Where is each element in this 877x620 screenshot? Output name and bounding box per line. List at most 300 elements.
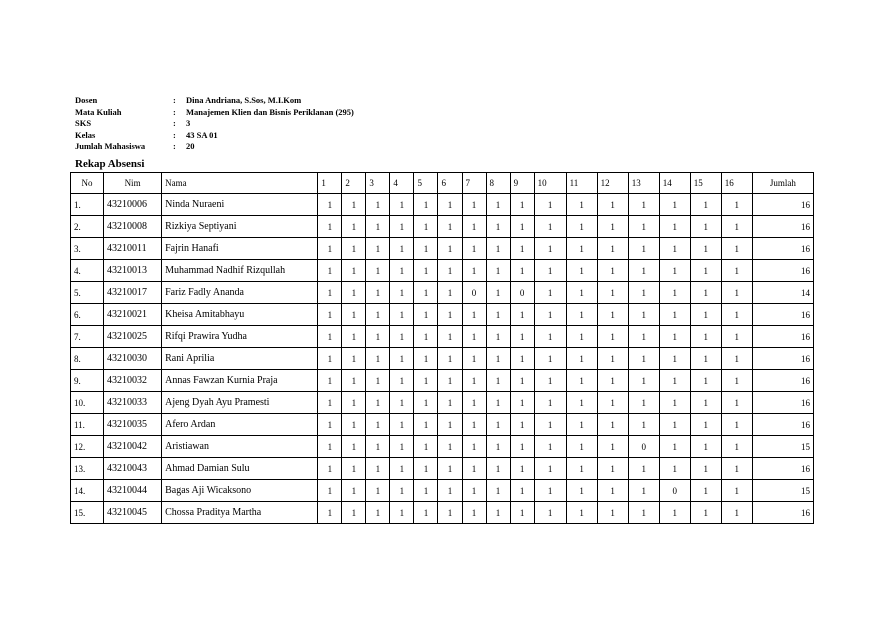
cell-meeting-7: 1 xyxy=(462,216,486,238)
cell-meeting-16: 1 xyxy=(721,436,752,458)
cell-meeting-14: 1 xyxy=(659,392,690,414)
table-row xyxy=(71,436,814,458)
header-meeting-2: 2 xyxy=(342,173,366,194)
cell-meeting-5: 1 xyxy=(414,414,438,436)
cell-meeting-11: 1 xyxy=(566,348,597,370)
cell-meeting-16: 1 xyxy=(721,370,752,392)
cell-meeting-16: 1 xyxy=(721,238,752,260)
cell-meeting-15: 1 xyxy=(690,194,721,216)
cell-jumlah: 15 xyxy=(752,436,813,458)
header-meeting-3: 3 xyxy=(366,173,390,194)
table-row xyxy=(71,238,814,260)
cell-meeting-14: 1 xyxy=(659,238,690,260)
cell-meeting-13: 1 xyxy=(628,392,659,414)
cell-meeting-14: 1 xyxy=(659,304,690,326)
header-meeting-13: 13 xyxy=(628,173,659,194)
cell-meeting-1: 1 xyxy=(318,370,342,392)
cell-meeting-7: 1 xyxy=(462,502,486,524)
cell-meeting-4: 1 xyxy=(390,326,414,348)
cell-meeting-14: 1 xyxy=(659,458,690,480)
cell-meeting-13: 1 xyxy=(628,370,659,392)
info-label: Mata Kuliah xyxy=(75,106,122,117)
cell-meeting-4: 1 xyxy=(390,436,414,458)
cell-nim: 43210021 xyxy=(104,304,162,326)
info-value: 43 SA 01 xyxy=(186,129,218,140)
cell-meeting-16: 1 xyxy=(721,458,752,480)
cell-meeting-8: 1 xyxy=(486,304,510,326)
cell-no: 3. xyxy=(71,238,104,260)
cell-meeting-5: 1 xyxy=(414,238,438,260)
cell-meeting-5: 1 xyxy=(414,260,438,282)
cell-meeting-13: 1 xyxy=(628,282,659,304)
cell-meeting-10: 1 xyxy=(534,260,566,282)
table-row xyxy=(71,326,814,348)
cell-meeting-11: 1 xyxy=(566,480,597,502)
table-header-row xyxy=(71,173,814,194)
cell-no: 2. xyxy=(71,216,104,238)
cell-no: 8. xyxy=(71,348,104,370)
cell-nama: Bagas Aji Wicaksono xyxy=(162,480,318,502)
cell-meeting-11: 1 xyxy=(566,304,597,326)
cell-meeting-6: 1 xyxy=(438,414,462,436)
cell-meeting-6: 1 xyxy=(438,326,462,348)
cell-no: 7. xyxy=(71,326,104,348)
cell-meeting-15: 1 xyxy=(690,348,721,370)
header-meeting-8: 8 xyxy=(486,173,510,194)
cell-meeting-11: 1 xyxy=(566,260,597,282)
cell-meeting-1: 1 xyxy=(318,348,342,370)
cell-meeting-8: 1 xyxy=(486,480,510,502)
cell-meeting-14: 1 xyxy=(659,436,690,458)
cell-nim: 43210008 xyxy=(104,216,162,238)
cell-meeting-14: 1 xyxy=(659,216,690,238)
cell-meeting-13: 1 xyxy=(628,326,659,348)
cell-meeting-13: 1 xyxy=(628,194,659,216)
cell-meeting-11: 1 xyxy=(566,414,597,436)
cell-meeting-14: 1 xyxy=(659,326,690,348)
cell-meeting-7: 1 xyxy=(462,414,486,436)
cell-meeting-15: 1 xyxy=(690,216,721,238)
cell-meeting-10: 1 xyxy=(534,282,566,304)
cell-no: 4. xyxy=(71,260,104,282)
cell-meeting-14: 1 xyxy=(659,414,690,436)
cell-meeting-1: 1 xyxy=(318,304,342,326)
cell-nim: 43210013 xyxy=(104,260,162,282)
course-info xyxy=(75,95,354,153)
cell-meeting-13: 1 xyxy=(628,348,659,370)
cell-jumlah: 15 xyxy=(752,480,813,502)
table-row xyxy=(71,414,814,436)
cell-jumlah: 16 xyxy=(752,194,813,216)
cell-meeting-16: 1 xyxy=(721,194,752,216)
cell-meeting-13: 0 xyxy=(628,436,659,458)
cell-meeting-1: 1 xyxy=(318,436,342,458)
cell-meeting-12: 1 xyxy=(597,238,628,260)
header-meeting-6: 6 xyxy=(438,173,462,194)
info-row-kelas xyxy=(75,130,354,142)
header-nim: Nim xyxy=(104,173,162,194)
cell-meeting-13: 1 xyxy=(628,260,659,282)
cell-meeting-3: 1 xyxy=(366,194,390,216)
cell-meeting-15: 1 xyxy=(690,392,721,414)
cell-meeting-14: 1 xyxy=(659,502,690,524)
cell-meeting-8: 1 xyxy=(486,348,510,370)
info-separator: : xyxy=(173,118,176,128)
cell-meeting-2: 1 xyxy=(342,326,366,348)
cell-meeting-15: 1 xyxy=(690,260,721,282)
cell-meeting-3: 1 xyxy=(366,282,390,304)
cell-meeting-2: 1 xyxy=(342,480,366,502)
cell-meeting-15: 1 xyxy=(690,238,721,260)
cell-meeting-2: 1 xyxy=(342,458,366,480)
cell-nim: 43210025 xyxy=(104,326,162,348)
cell-meeting-14: 1 xyxy=(659,260,690,282)
header-meeting-16: 16 xyxy=(721,173,752,194)
info-row-jumlah-mahasiswa xyxy=(75,141,354,153)
cell-meeting-8: 1 xyxy=(486,326,510,348)
table-row xyxy=(71,216,814,238)
cell-meeting-6: 1 xyxy=(438,282,462,304)
cell-meeting-6: 1 xyxy=(438,392,462,414)
header-meeting-5: 5 xyxy=(414,173,438,194)
cell-meeting-9: 1 xyxy=(510,458,534,480)
cell-meeting-8: 1 xyxy=(486,260,510,282)
info-label: Dosen xyxy=(75,95,98,105)
cell-meeting-3: 1 xyxy=(366,326,390,348)
cell-meeting-15: 1 xyxy=(690,304,721,326)
cell-meeting-4: 1 xyxy=(390,260,414,282)
cell-meeting-5: 1 xyxy=(414,502,438,524)
cell-meeting-15: 1 xyxy=(690,414,721,436)
cell-meeting-3: 1 xyxy=(366,260,390,282)
header-meeting-12: 12 xyxy=(597,173,628,194)
cell-nim: 43210006 xyxy=(104,194,162,216)
cell-meeting-8: 1 xyxy=(486,458,510,480)
cell-meeting-1: 1 xyxy=(318,392,342,414)
cell-meeting-8: 1 xyxy=(486,216,510,238)
table-row xyxy=(71,392,814,414)
cell-meeting-1: 1 xyxy=(318,216,342,238)
cell-meeting-12: 1 xyxy=(597,304,628,326)
cell-meeting-1: 1 xyxy=(318,238,342,260)
table-row xyxy=(71,348,814,370)
cell-meeting-10: 1 xyxy=(534,458,566,480)
cell-meeting-1: 1 xyxy=(318,194,342,216)
cell-meeting-7: 1 xyxy=(462,238,486,260)
cell-meeting-9: 1 xyxy=(510,436,534,458)
header-meeting-15: 15 xyxy=(690,173,721,194)
cell-meeting-3: 1 xyxy=(366,348,390,370)
cell-nama: Rifqi Prawira Yudha xyxy=(162,326,318,348)
cell-meeting-6: 1 xyxy=(438,194,462,216)
cell-meeting-7: 1 xyxy=(462,458,486,480)
cell-meeting-9: 1 xyxy=(510,392,534,414)
cell-nama: Annas Fawzan Kurnia Praja xyxy=(162,370,318,392)
cell-meeting-11: 1 xyxy=(566,502,597,524)
cell-meeting-12: 1 xyxy=(597,414,628,436)
info-label: SKS xyxy=(75,118,92,128)
cell-meeting-15: 1 xyxy=(690,480,721,502)
cell-meeting-10: 1 xyxy=(534,194,566,216)
info-row-sks xyxy=(75,118,354,130)
header-no: No xyxy=(71,173,104,194)
cell-meeting-3: 1 xyxy=(366,436,390,458)
cell-meeting-5: 1 xyxy=(414,480,438,502)
cell-nama: Rizkiya Septiyani xyxy=(162,216,318,238)
cell-meeting-11: 1 xyxy=(566,194,597,216)
cell-meeting-6: 1 xyxy=(438,502,462,524)
cell-meeting-12: 1 xyxy=(597,282,628,304)
info-separator: : xyxy=(173,141,176,151)
table-row xyxy=(71,370,814,392)
cell-meeting-3: 1 xyxy=(366,238,390,260)
cell-meeting-4: 1 xyxy=(390,502,414,524)
cell-meeting-16: 1 xyxy=(721,414,752,436)
cell-meeting-14: 1 xyxy=(659,282,690,304)
cell-meeting-16: 1 xyxy=(721,216,752,238)
cell-meeting-5: 1 xyxy=(414,326,438,348)
cell-meeting-14: 1 xyxy=(659,370,690,392)
cell-no: 9. xyxy=(71,370,104,392)
cell-meeting-15: 1 xyxy=(690,458,721,480)
table-row xyxy=(71,480,814,502)
cell-meeting-16: 1 xyxy=(721,348,752,370)
cell-meeting-3: 1 xyxy=(366,480,390,502)
cell-meeting-6: 1 xyxy=(438,238,462,260)
cell-meeting-9: 1 xyxy=(510,260,534,282)
cell-meeting-12: 1 xyxy=(597,370,628,392)
table-row xyxy=(71,502,814,524)
cell-meeting-4: 1 xyxy=(390,392,414,414)
cell-no: 13. xyxy=(71,458,104,480)
cell-meeting-10: 1 xyxy=(534,436,566,458)
info-value: Manajemen Klien dan Bisnis Periklanan (295) xyxy=(186,106,354,117)
cell-meeting-2: 1 xyxy=(342,414,366,436)
cell-meeting-9: 1 xyxy=(510,326,534,348)
cell-meeting-4: 1 xyxy=(390,414,414,436)
cell-meeting-2: 1 xyxy=(342,282,366,304)
cell-meeting-9: 1 xyxy=(510,348,534,370)
attendance-table xyxy=(70,172,814,524)
cell-jumlah: 16 xyxy=(752,304,813,326)
cell-meeting-5: 1 xyxy=(414,304,438,326)
info-separator: : xyxy=(173,95,176,105)
table-row xyxy=(71,194,814,216)
cell-no: 11. xyxy=(71,414,104,436)
cell-meeting-6: 1 xyxy=(438,260,462,282)
cell-no: 10. xyxy=(71,392,104,414)
cell-meeting-4: 1 xyxy=(390,370,414,392)
cell-meeting-11: 1 xyxy=(566,436,597,458)
cell-meeting-11: 1 xyxy=(566,392,597,414)
table-row xyxy=(71,304,814,326)
cell-meeting-6: 1 xyxy=(438,436,462,458)
cell-meeting-11: 1 xyxy=(566,326,597,348)
cell-meeting-12: 1 xyxy=(597,260,628,282)
cell-meeting-4: 1 xyxy=(390,458,414,480)
cell-meeting-3: 1 xyxy=(366,414,390,436)
cell-meeting-3: 1 xyxy=(366,502,390,524)
cell-meeting-7: 1 xyxy=(462,370,486,392)
cell-meeting-14: 0 xyxy=(659,480,690,502)
cell-nama: Fariz Fadly Ananda xyxy=(162,282,318,304)
cell-meeting-7: 1 xyxy=(462,480,486,502)
header-meeting-10: 10 xyxy=(534,173,566,194)
cell-meeting-13: 1 xyxy=(628,216,659,238)
cell-no: 1. xyxy=(71,194,104,216)
cell-meeting-11: 1 xyxy=(566,370,597,392)
cell-meeting-7: 1 xyxy=(462,326,486,348)
cell-nama: Chossa Praditya Martha xyxy=(162,502,318,524)
table-row xyxy=(71,260,814,282)
cell-nim: 43210043 xyxy=(104,458,162,480)
cell-no: 5. xyxy=(71,282,104,304)
header-meeting-11: 11 xyxy=(566,173,597,194)
cell-meeting-5: 1 xyxy=(414,194,438,216)
cell-meeting-9: 0 xyxy=(510,282,534,304)
cell-meeting-3: 1 xyxy=(366,370,390,392)
cell-meeting-3: 1 xyxy=(366,458,390,480)
cell-meeting-12: 1 xyxy=(597,326,628,348)
cell-meeting-14: 1 xyxy=(659,348,690,370)
cell-meeting-13: 1 xyxy=(628,414,659,436)
cell-nama: Kheisa Amitabhayu xyxy=(162,304,318,326)
cell-meeting-9: 1 xyxy=(510,370,534,392)
cell-meeting-9: 1 xyxy=(510,216,534,238)
cell-meeting-1: 1 xyxy=(318,326,342,348)
cell-meeting-1: 1 xyxy=(318,480,342,502)
cell-meeting-4: 1 xyxy=(390,194,414,216)
cell-meeting-12: 1 xyxy=(597,216,628,238)
info-value: 3 xyxy=(186,118,191,128)
cell-jumlah: 16 xyxy=(752,348,813,370)
cell-meeting-13: 1 xyxy=(628,480,659,502)
cell-meeting-1: 1 xyxy=(318,502,342,524)
cell-meeting-9: 1 xyxy=(510,502,534,524)
cell-meeting-15: 1 xyxy=(690,436,721,458)
cell-no: 15. xyxy=(71,502,104,524)
cell-meeting-4: 1 xyxy=(390,348,414,370)
cell-jumlah: 16 xyxy=(752,392,813,414)
info-value: Dina Andriana, S.Sos, M.I.Kom xyxy=(186,95,302,105)
table-body xyxy=(71,194,814,524)
cell-meeting-6: 1 xyxy=(438,216,462,238)
cell-meeting-2: 1 xyxy=(342,304,366,326)
table-row xyxy=(71,458,814,480)
cell-meeting-6: 1 xyxy=(438,458,462,480)
cell-jumlah: 16 xyxy=(752,370,813,392)
cell-meeting-9: 1 xyxy=(510,194,534,216)
info-value: 20 xyxy=(186,141,195,151)
cell-jumlah: 16 xyxy=(752,216,813,238)
cell-meeting-7: 1 xyxy=(462,194,486,216)
cell-meeting-8: 1 xyxy=(486,282,510,304)
cell-nim: 43210035 xyxy=(104,414,162,436)
cell-meeting-8: 1 xyxy=(486,238,510,260)
cell-meeting-8: 1 xyxy=(486,436,510,458)
cell-jumlah: 16 xyxy=(752,260,813,282)
cell-meeting-7: 1 xyxy=(462,392,486,414)
cell-nim: 43210033 xyxy=(104,392,162,414)
cell-meeting-9: 1 xyxy=(510,304,534,326)
cell-nim: 43210045 xyxy=(104,502,162,524)
cell-meeting-6: 1 xyxy=(438,348,462,370)
table-row xyxy=(71,282,814,304)
cell-meeting-16: 1 xyxy=(721,282,752,304)
cell-meeting-12: 1 xyxy=(597,458,628,480)
cell-meeting-11: 1 xyxy=(566,282,597,304)
cell-meeting-4: 1 xyxy=(390,216,414,238)
cell-meeting-10: 1 xyxy=(534,348,566,370)
cell-meeting-15: 1 xyxy=(690,502,721,524)
cell-nama: Ninda Nuraeni xyxy=(162,194,318,216)
cell-meeting-9: 1 xyxy=(510,414,534,436)
cell-nama: Ahmad Damian Sulu xyxy=(162,458,318,480)
cell-nama: Afero Ardan xyxy=(162,414,318,436)
header-meeting-1: 1 xyxy=(318,173,342,194)
info-separator: : xyxy=(173,129,176,140)
cell-meeting-16: 1 xyxy=(721,304,752,326)
cell-meeting-5: 1 xyxy=(414,282,438,304)
cell-nama: Fajrin Hanafi xyxy=(162,238,318,260)
cell-meeting-15: 1 xyxy=(690,370,721,392)
cell-meeting-16: 1 xyxy=(721,480,752,502)
cell-meeting-13: 1 xyxy=(628,304,659,326)
cell-jumlah: 16 xyxy=(752,238,813,260)
cell-meeting-16: 1 xyxy=(721,260,752,282)
cell-meeting-8: 1 xyxy=(486,194,510,216)
header-meeting-4: 4 xyxy=(390,173,414,194)
header-nama: Nama xyxy=(162,173,318,194)
cell-nama: Aristiawan xyxy=(162,436,318,458)
cell-meeting-2: 1 xyxy=(342,260,366,282)
cell-meeting-6: 1 xyxy=(438,480,462,502)
cell-meeting-1: 1 xyxy=(318,260,342,282)
cell-nama: Ajeng Dyah Ayu Pramesti xyxy=(162,392,318,414)
cell-meeting-12: 1 xyxy=(597,348,628,370)
cell-meeting-8: 1 xyxy=(486,392,510,414)
cell-jumlah: 16 xyxy=(752,326,813,348)
cell-meeting-16: 1 xyxy=(721,326,752,348)
cell-nim: 43210030 xyxy=(104,348,162,370)
section-title: Rekap Absensi xyxy=(75,158,145,170)
cell-meeting-16: 1 xyxy=(721,392,752,414)
cell-meeting-8: 1 xyxy=(486,502,510,524)
header-meeting-7: 7 xyxy=(462,173,486,194)
cell-nim: 43210044 xyxy=(104,480,162,502)
cell-meeting-5: 1 xyxy=(414,436,438,458)
cell-meeting-2: 1 xyxy=(342,216,366,238)
cell-meeting-13: 1 xyxy=(628,458,659,480)
cell-jumlah: 16 xyxy=(752,414,813,436)
cell-meeting-14: 1 xyxy=(659,194,690,216)
cell-meeting-10: 1 xyxy=(534,216,566,238)
cell-jumlah: 14 xyxy=(752,282,813,304)
cell-meeting-7: 0 xyxy=(462,282,486,304)
cell-meeting-7: 1 xyxy=(462,304,486,326)
cell-meeting-11: 1 xyxy=(566,216,597,238)
cell-meeting-10: 1 xyxy=(534,480,566,502)
cell-meeting-10: 1 xyxy=(534,238,566,260)
info-row-mata-kuliah xyxy=(75,107,354,119)
cell-meeting-13: 1 xyxy=(628,502,659,524)
cell-meeting-9: 1 xyxy=(510,238,534,260)
cell-nim: 43210017 xyxy=(104,282,162,304)
cell-meeting-10: 1 xyxy=(534,326,566,348)
cell-meeting-5: 1 xyxy=(414,216,438,238)
cell-meeting-15: 1 xyxy=(690,282,721,304)
cell-meeting-8: 1 xyxy=(486,414,510,436)
